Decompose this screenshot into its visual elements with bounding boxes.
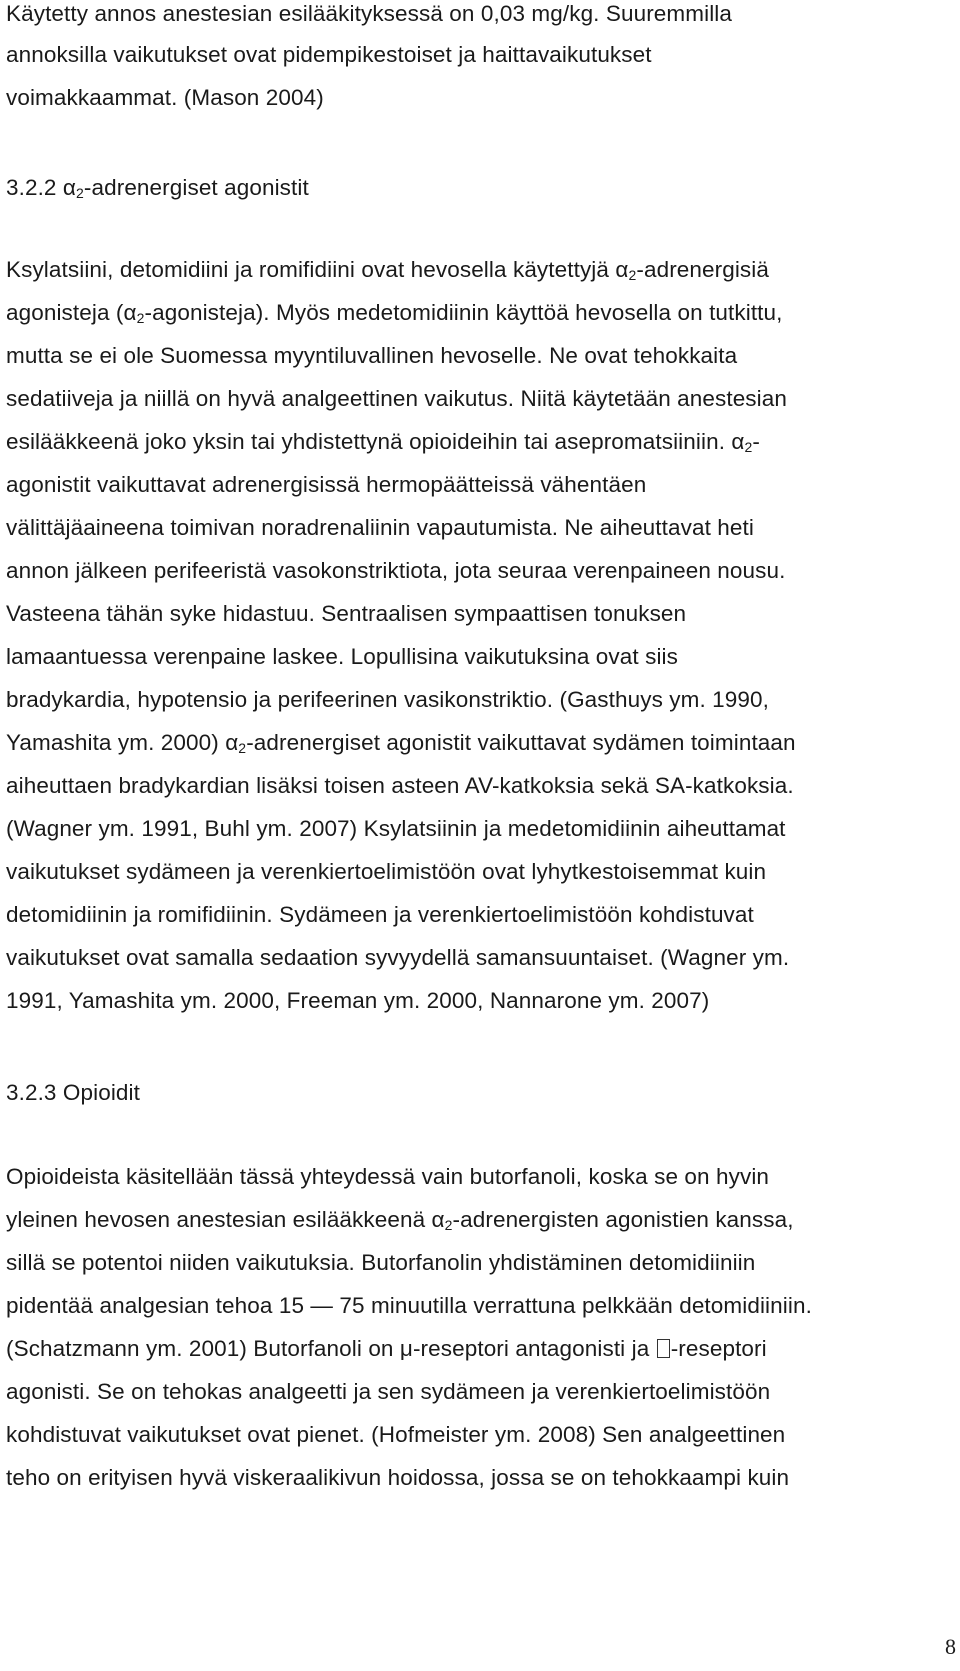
text-line: pidentää analgesian tehoa 15 — 75 minuutilla verrattuna pelkkään detomidiiniin. xyxy=(6,1293,812,1318)
text-line: teho on erityisen hyvä viskeraalikivun hoidossa, jossa se on tehokkaampi kuin xyxy=(6,1465,790,1490)
text-line: välittäjäaineena toimivan noradrenaliinin vapautumista. Ne aiheuttavat heti xyxy=(6,515,754,540)
text-line: vaikutukset ovat samalla sedaation syvyydellä samansuuntaiset. (Wagner ym. xyxy=(6,945,790,970)
text-line: sedatiiveja ja niillä on hyvä analgeettinen vaikutus. Niitä käytetään anestesian xyxy=(6,386,787,411)
text-line: voimakkaammat. (Mason 2004) xyxy=(6,85,324,110)
text-line: vaikutukset sydämeen ja verenkiertoelimistöön ovat lyhytkestoisemmat kuin xyxy=(6,859,767,884)
text-line: (Schatzmann ym. 2001) Butorfanoli on μ-reseptori antagonisti ja -reseptori xyxy=(6,1336,767,1361)
text-line: kohdistuvat vaikutukset ovat pienet. (Hofmeister ym. 2008) Sen analgeettinen xyxy=(6,1422,786,1447)
section-heading-3-2-3: 3.2.3 Opioidit xyxy=(6,1080,140,1105)
text-line: yleinen hevosen anestesian esilääkkeenä $\alpha_2$-adrenergisten agonistien kanssa, xyxy=(6,1207,794,1233)
text-line: agonisti. Se on tehokas analgeetti ja sen sydämeen ja verenkiertoelimistöön xyxy=(6,1379,771,1404)
text-line: sillä se potentoi niiden vaikutuksia. Butorfanolin yhdistäminen detomidiiniin xyxy=(6,1250,756,1275)
text-line: Vasteena tähän syke hidastuu. Sentraalisen sympaattisen tonuksen xyxy=(6,601,687,626)
text-line: Yamashita ym. 2000) $\alpha_2$-adrenergiset agonistit vaikuttavat sydämen toimintaan xyxy=(6,730,796,756)
text-line: bradykardia, hypotensio ja perifeerinen vasikonstriktio. (Gasthuys ym. 1990, xyxy=(6,687,769,712)
text-line: annoksilla vaikutukset ovat pidempikestoiset ja haittavaikutukset xyxy=(6,42,652,67)
text-line: (Wagner ym. 1991, Buhl ym. 2007) Ksylatsiinin ja medetomidiinin aiheuttamat xyxy=(6,816,786,841)
text-line: 1991, Yamashita ym. 2000, Freeman ym. 2000, Nannarone ym. 2007) xyxy=(6,988,710,1013)
missing-glyph-box xyxy=(657,1339,670,1358)
text-line: agonistit vaikuttavat adrenergisissä hermopäätteissä vähentäen xyxy=(6,472,647,497)
text-line: lamaantuessa verenpaine laskee. Lopullisina vaikutuksina ovat siis xyxy=(6,644,678,669)
text-line: aiheuttaen bradykardian lisäksi toisen asteen AV-katkoksia sekä SA-katkoksia. xyxy=(6,773,794,798)
text-line: agonisteja $(\alpha_2-agonisteja)$. Myös medetomidiinin käyttöä hevosella on tutkittu, xyxy=(6,300,783,326)
text-line: esilääkkeenä joko yksin tai yhdistettynä opioideihin tai asepromatsiiniin. $\alpha_2-$ xyxy=(6,429,760,455)
text-line: Käytetty annos anestesian esilääkityksessä on 0,03 mg/kg. Suuremmilla xyxy=(6,1,733,26)
page-number: 8 xyxy=(945,1634,956,1659)
text-line: Opioideista käsitellään tässä yhteydessä vain butorfanoli, koska se on hyvin xyxy=(6,1164,770,1189)
text-line: Ksylatsiini, detomidiini ja romifidiini ovat hevosella käytettyjä $\alpha_2$-adrenergisiä xyxy=(6,257,769,283)
section-heading-3-2-2: 3.2.2 $\alpha_2$-adrenergiset agonistit xyxy=(6,175,309,201)
text-line: detomidiinin ja romifidiinin. Sydämeen ja verenkiertoelimistöön kohdistuvat xyxy=(6,902,754,927)
text-line: annon jälkeen perifeeristä vasokonstriktiota, jota seuraa verenpaineen nousu. xyxy=(6,558,786,583)
text-line: mutta se ei ole Suomessa myyntiluvallinen hevoselle. Ne ovat tehokkaita xyxy=(6,343,738,368)
